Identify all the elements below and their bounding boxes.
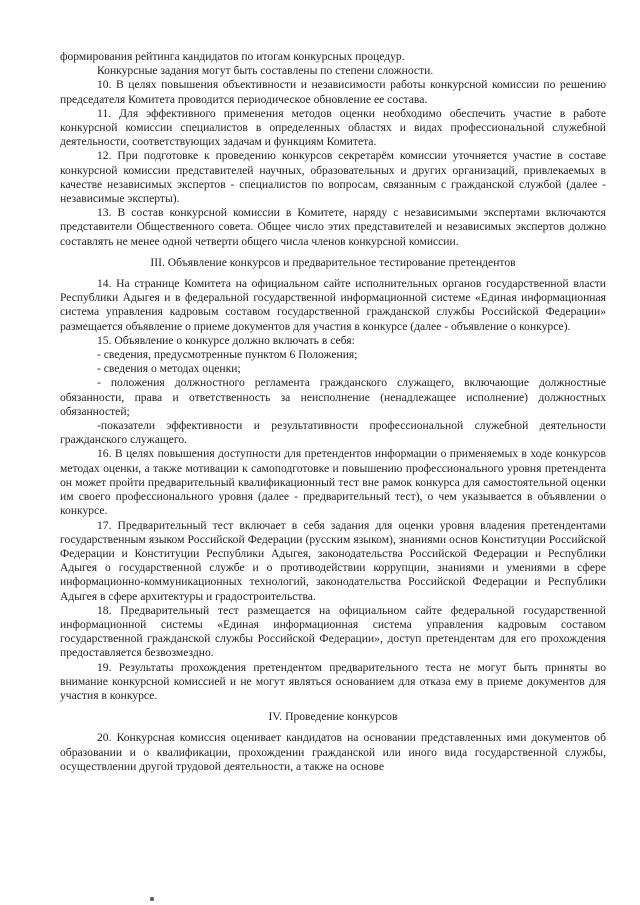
paragraph-17: 17. Предварительный тест включает в себя задания для оценки уровня владения претендентами государственным языком Российской Федерации (русским языком), знаниями основ Конституции Российской Федерации и Конституции Республики Адыгея, законодательства Российской Федерации и Республики Адыгея о государственной службе и о противодействии коррупции, знаниями и умениями в сфере информационно-коммуникационных технологий, законодательства Российской Федерации и Республики Адыгея в сфере архитектуры и градостроительства.	[60, 518, 606, 603]
paragraph-continuation: формирования рейтинга кандидатов по итогам конкурсных процедур.	[60, 50, 405, 63]
paragraph-20: 20. Конкурсная комиссия оценивает кандидатов на основании представленных ими документов об образовании и о квалификации, прохождении гражданской или иного вида государственной службы, осуществлении другой трудовой деятельности, а также на основе	[60, 731, 606, 773]
ink-dot	[150, 897, 154, 901]
paragraph-10: 10. В целях повышения объективности и независимости работы конкурсной комиссии по решению председателя Комитета проводится периодическое обновление ее состава.	[60, 78, 606, 106]
list-item: -показатели эффективности и результативности профессиональной служебной деятельности гражданского служащего.	[60, 419, 606, 447]
paragraph-19: 19. Результаты прохождения претендентом предварительного теста не могут быть приняты во внимание конкурсной комиссией и не могут являться основанием для отказа ему в приеме документов для участия в конкурсе.	[60, 660, 606, 702]
section-heading-3: III. Объявление конкурсов и предварительное тестирование претендентов	[150, 255, 516, 269]
paragraph-13: 13. В состав конкурсной комиссии в Комитете, наряду с независимыми экспертами включаются представители Общественного совета. Общее число этих представителей и независимых экспертов должно составлять не менее одной четверти общего числа членов конкурсной комиссии.	[60, 206, 606, 248]
list-item: - положения должностного регламента гражданского служащего, включающие должностные обязанности, права и ответственность за неисполнение (ненадлежащее исполнение) должностных обязанностей;	[60, 376, 606, 418]
paragraph-16: 16. В целях повышения доступности для претендентов информации о применяемых в ходе конкурсов методах оценки, а также мотивации к самоподготовке и повышению профессионального уровня претендента он может пройти предварительный квалификационный тест вне рамок конкурса для самостоятельной оценки им своего профессионального уровня (далее - предварительный тест), о чем указывается в объявлении о конкурсе.	[60, 447, 606, 518]
paragraph-15: 15. Объявление о конкурсе должно включать в себя:	[97, 333, 355, 347]
list-item: - сведения о методах оценки;	[97, 362, 241, 376]
paragraph-12: 12. При подготовке к проведению конкурсов секретарём комиссии уточняется участие в составе конкурсной комиссии представителей научных, образовательных и других организаций, привлекаемых в качестве независимых экспертов - специалистов по вопросам, связанным с гражданской службой (далее - независимые эксперты).	[60, 149, 606, 206]
paragraph-14: 14. На странице Комитета на официальном сайте исполнительных органов государственной власти Республики Адыгея и в федеральной государственной информационной системе «Единая информационная система управления кадровым составом государственной гражданской службы Российской Федерации» размещается объявление о приеме документов для участия в конкурсе (далее - объявление о конкурсе).	[60, 277, 606, 333]
paragraph-11: 11. Для эффективного применения методов оценки необходимо обеспечить участие в работе конкурсной комиссии специалистов в определенных областях и видах профессиональной служебной деятельности, соответствующих задачам и функциям Комитета.	[60, 106, 606, 149]
paragraph: Конкурсные задания могут быть составлены по степени сложности.	[97, 64, 434, 78]
section-heading-4: IV. Проведение конкурсов	[268, 710, 398, 724]
list-item: - сведения, предусмотренные пунктом 6 Положения;	[97, 348, 358, 362]
paragraph-18: 18. Предварительный тест размещается на официальном сайте федеральной государственной информационной системы «Единая информационная система управления кадровым составом государственной гражданской службы Российской Федерации», доступ претендентам для его прохождения предоставляется безвозмездно.	[60, 603, 606, 660]
